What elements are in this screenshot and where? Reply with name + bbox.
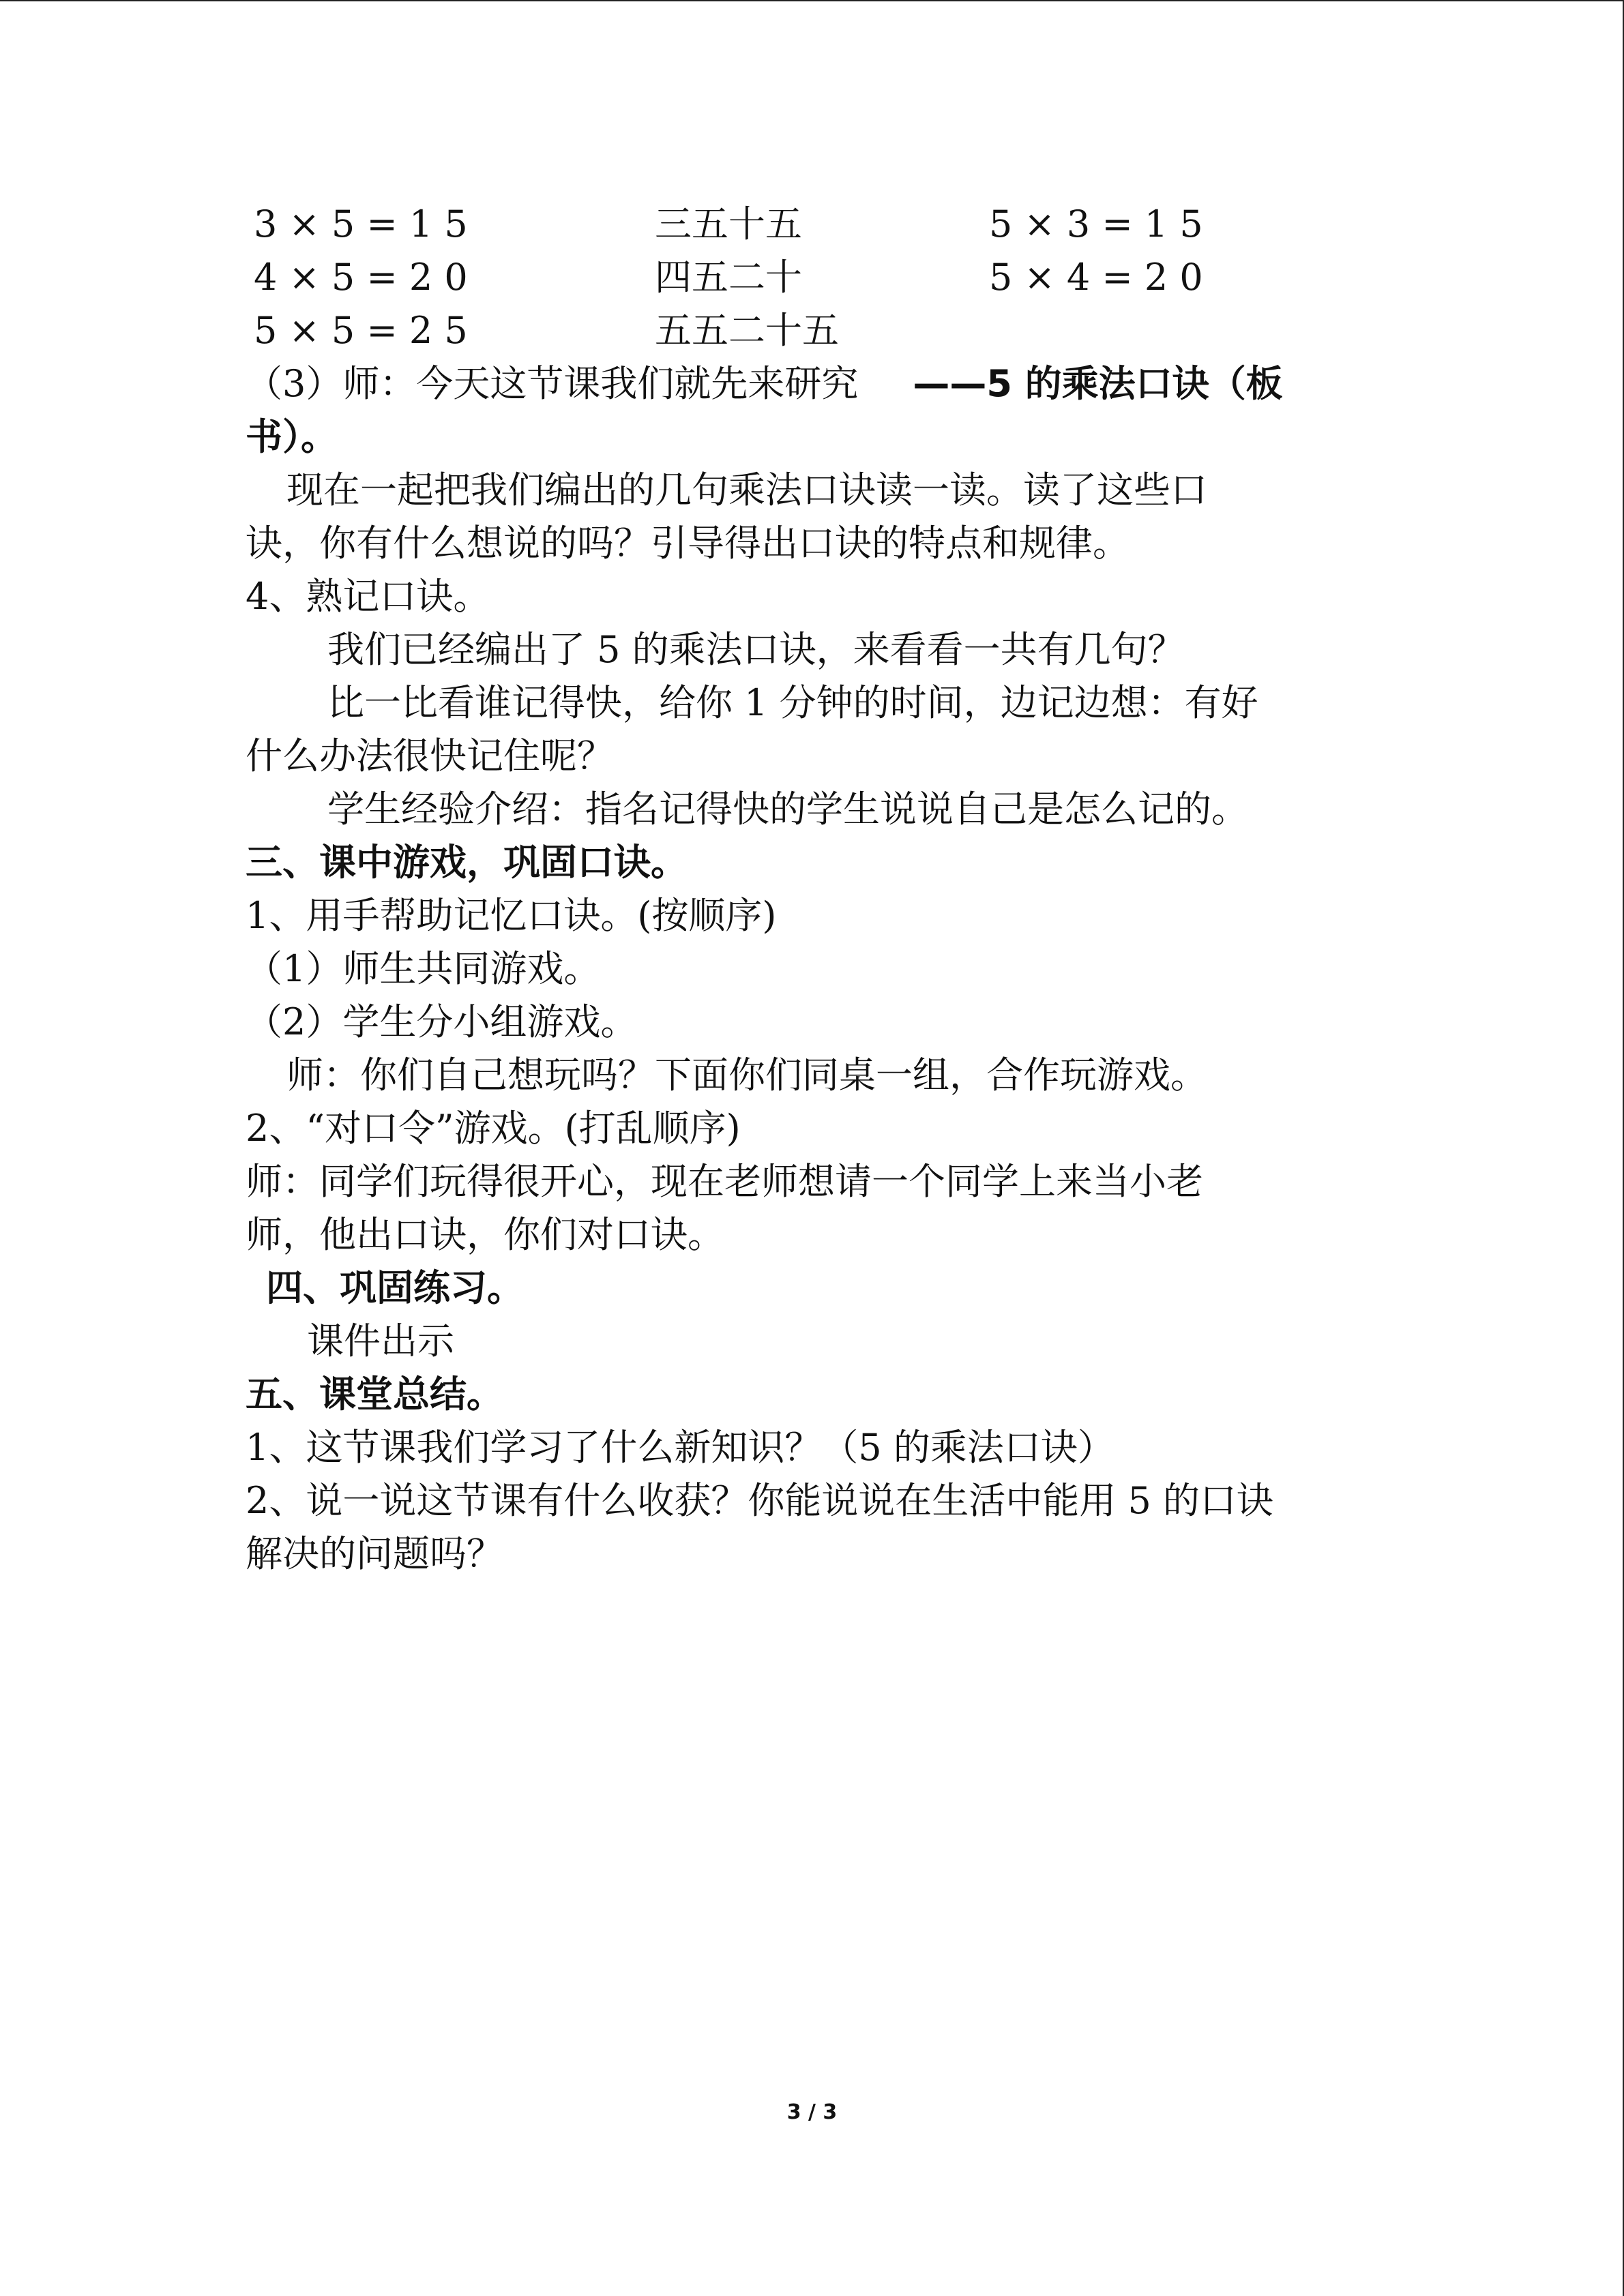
board-title: ——5 的乘法口诀（板 xyxy=(913,362,1283,405)
list-item: 4、熟记口诀。 xyxy=(246,575,490,618)
paragraph: 比一比看谁记得快，给你 1 分钟的时间，边记边想：有好 xyxy=(327,681,1258,724)
list-item: （2）学生分小组游戏。 xyxy=(246,1000,638,1043)
list-item: 1、用手帮助记忆口诀。(按顺序) xyxy=(246,894,777,937)
expression-swapped: 5 × 3 = 1 5 xyxy=(989,203,1203,245)
paragraph-text: （3）师：今天这节课我们就先来研究 xyxy=(246,362,859,405)
section-heading: 三、课中游戏，巩固口诀。 xyxy=(246,841,688,884)
paragraph-continued: 诀，你有什么想说的吗？引导得出口诀的特点和规律。 xyxy=(246,522,1130,565)
expression: 4 × 5 = 2 0 xyxy=(254,256,468,299)
section-heading: 五、课堂总结。 xyxy=(246,1373,503,1416)
rhyme: 三五十五 xyxy=(655,203,802,245)
paragraph: 我们已经编出了 5 的乘法口诀，来看看一共有几句？ xyxy=(327,628,1185,671)
list-item: 1、这节课我们学习了什么新知识？（5 的乘法口诀） xyxy=(246,1426,1114,1469)
list-item: 2、说一说这节课有什么收获？你能说说在生活中能用 5 的口诀 xyxy=(246,1479,1274,1522)
document-body xyxy=(246,198,1391,1581)
table-row xyxy=(246,251,1391,304)
paragraph: 现在一起把我们编出的几句乘法口诀读一读。读了这些口 xyxy=(286,468,1207,511)
paragraph: 课件出示 xyxy=(307,1320,454,1362)
page-number: 3 / 3 xyxy=(786,2100,838,2124)
paragraph xyxy=(246,357,1391,411)
paragraph-continued: 解决的问题吗？ xyxy=(246,1532,503,1575)
paragraph: 师：你们自己想玩吗？下面你们同桌一组，合作玩游戏。 xyxy=(286,1054,1207,1097)
section-heading: 四、巩固练习。 xyxy=(266,1266,524,1309)
rhyme: 四五二十 xyxy=(655,256,802,299)
paragraph: 学生经验介绍：指名记得快的学生说说自己是怎么记的。 xyxy=(327,788,1248,831)
table-row xyxy=(246,198,1391,251)
expression: 3 × 5 = 1 5 xyxy=(254,203,468,245)
paragraph-continued: 师，他出口诀，你们对口诀。 xyxy=(246,1213,724,1256)
list-item: 2、“对口令”游戏。(打乱顺序) xyxy=(246,1107,741,1150)
paragraph-continued: 书）。 xyxy=(246,415,338,458)
rhyme: 五五二十五 xyxy=(655,309,839,352)
table-row xyxy=(246,304,1391,357)
list-item: （1）师生共同游戏。 xyxy=(246,947,601,990)
expression: 5 × 5 = 2 5 xyxy=(254,309,468,352)
expression-swapped: 5 × 4 = 2 0 xyxy=(989,256,1203,299)
paragraph-continued: 什么办法很快记住呢？ xyxy=(246,734,614,777)
paragraph: 师：同学们玩得很开心，现在老师想请一个同学上来当小老 xyxy=(246,1160,1203,1203)
